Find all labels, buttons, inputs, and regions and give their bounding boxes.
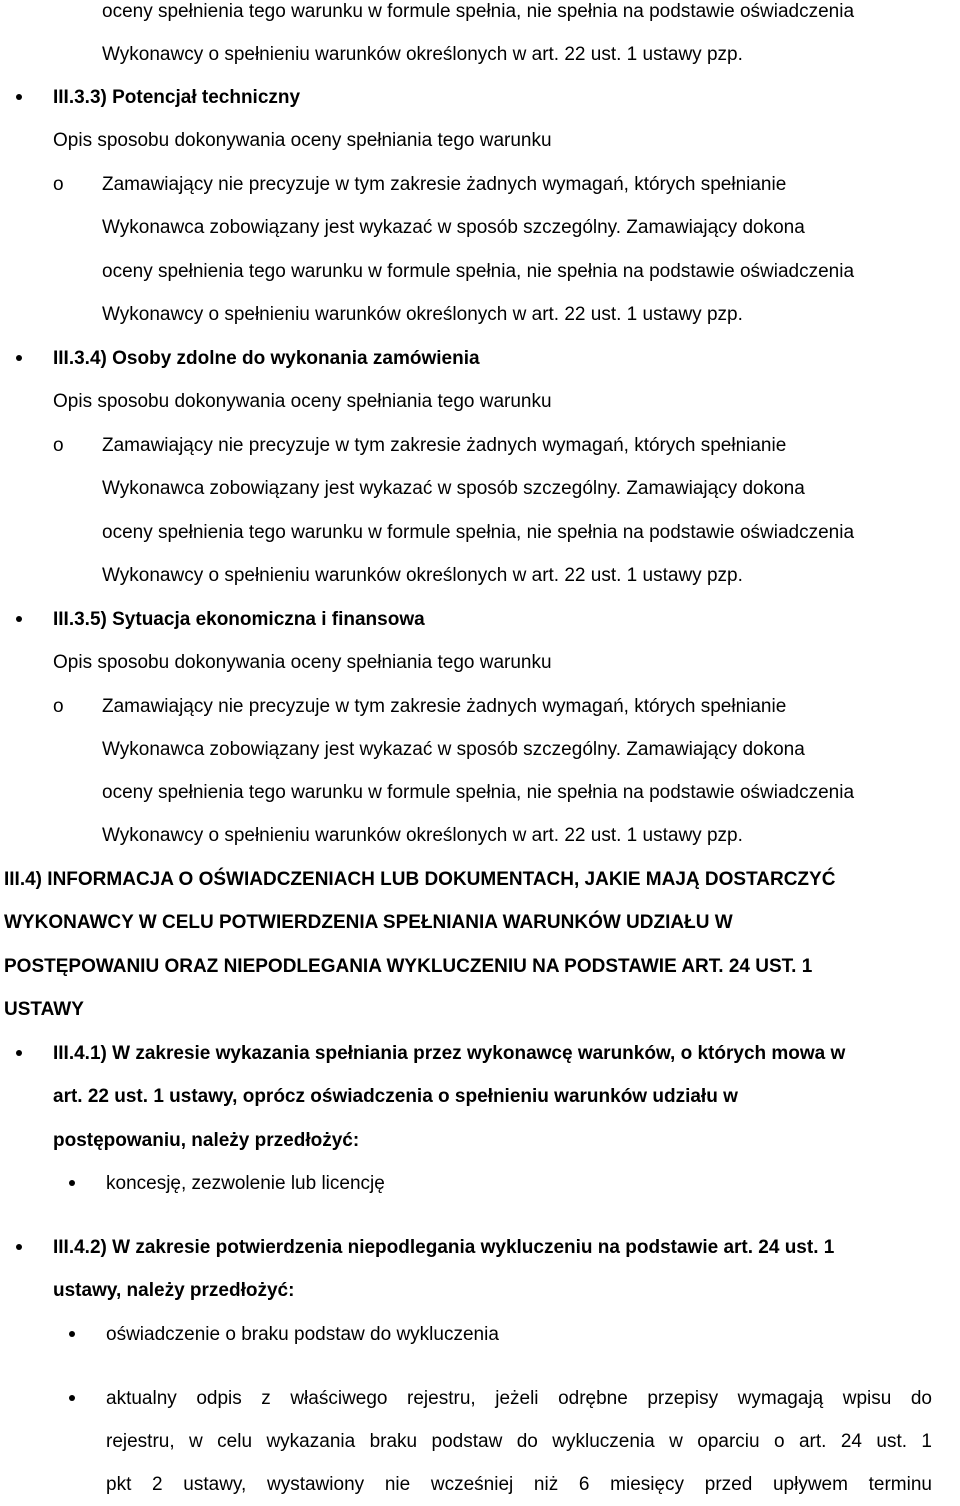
bullet-icon <box>16 94 22 100</box>
text-line: Wykonawcy o spełnieniu warunków określonych w art. 22 ust. 1 ustawy pzp. <box>102 304 743 325</box>
text-line: Zamawiający nie precyzuje w tym zakresie żadnych wymagań, których spełnianie <box>102 696 787 717</box>
text-line: Zamawiający nie precyzuje w tym zakresie żadnych wymagań, których spełnianie <box>102 435 787 456</box>
list-item: pkt 2 ustawy, wystawiony nie wcześniej niż 6 miesięcy przed upływem terminu <box>106 1474 932 1495</box>
text-line: Wykonawca zobowiązany jest wykazać w sposób szczególny. Zamawiający dokona <box>102 217 805 238</box>
subsection-heading: ustawy, należy przedłożyć: <box>53 1280 295 1301</box>
text-line: oceny spełnienia tego warunku w formule spełnia, nie spełnia na podstawie oświadczenia <box>102 1 855 22</box>
text-line: Wykonawcy o spełnieniu warunków określonych w art. 22 ust. 1 ustawy pzp. <box>102 565 743 586</box>
bullet-icon <box>69 1395 75 1401</box>
text-line: Wykonawcy o spełnieniu warunków określonych w art. 22 ust. 1 ustawy pzp. <box>102 825 743 846</box>
text-line: Wykonawca zobowiązany jest wykazać w sposób szczególny. Zamawiający dokona <box>102 739 805 760</box>
subsection-heading: III.4.1) W zakresie wykazania spełniania przez wykonawcę warunków, o których mowa w <box>53 1043 846 1064</box>
opis-label: Opis sposobu dokonywania oceny spełniania tego warunku <box>53 130 552 151</box>
bullet-icon <box>16 355 22 361</box>
text-line: Wykonawcy o spełnieniu warunków określonych w art. 22 ust. 1 ustawy pzp. <box>102 44 743 65</box>
circle-marker-icon: o <box>53 696 64 717</box>
list-item: oświadczenie o braku podstaw do wykluczenia <box>106 1324 499 1345</box>
subsection-heading: art. 22 ust. 1 ustawy, oprócz oświadczenia o spełnieniu warunków udziału w <box>53 1086 738 1107</box>
list-item: rejestru, w celu wykazania braku podstaw do wykluczenia w oparciu o art. 24 ust. 1 <box>106 1431 932 1452</box>
section-heading: WYKONAWCY W CELU POTWIERDZENIA SPEŁNIANIA WARUNKÓW UDZIAŁU W <box>4 912 733 933</box>
bullet-icon <box>69 1180 75 1186</box>
opis-label: Opis sposobu dokonywania oceny spełniania tego warunku <box>53 652 552 673</box>
bullet-icon <box>16 616 22 622</box>
text-line: Wykonawca zobowiązany jest wykazać w sposób szczególny. Zamawiający dokona <box>102 478 805 499</box>
bullet-icon <box>16 1244 22 1250</box>
section-heading: USTAWY <box>4 999 84 1020</box>
text-line: Zamawiający nie precyzuje w tym zakresie żadnych wymagań, których spełnianie <box>102 174 787 195</box>
subsection-heading: postępowaniu, należy przedłożyć: <box>53 1130 360 1151</box>
section-heading: III.3.3) Potencjał techniczny <box>53 87 301 108</box>
subsection-heading: III.4.2) W zakresie potwierdzenia niepodlegania wykluczeniu na podstawie art. 24 ust. 1 <box>53 1237 835 1258</box>
bullet-icon <box>16 1050 22 1056</box>
circle-marker-icon: o <box>53 174 64 195</box>
list-item: aktualny odpis z właściwego rejestru, jeżeli odrębne przepisy wymagają wpisu do <box>106 1388 932 1409</box>
circle-marker-icon: o <box>53 435 64 456</box>
text-line: oceny spełnienia tego warunku w formule spełnia, nie spełnia na podstawie oświadczenia <box>102 261 855 282</box>
list-item: koncesję, zezwolenie lub licencję <box>106 1173 385 1194</box>
bullet-icon <box>69 1331 75 1337</box>
section-heading: III.4) INFORMACJA O OŚWIADCZENIACH LUB DOKUMENTACH, JAKIE MAJĄ DOSTARCZYĆ <box>4 869 836 890</box>
text-line: oceny spełnienia tego warunku w formule spełnia, nie spełnia na podstawie oświadczenia <box>102 522 855 543</box>
opis-label: Opis sposobu dokonywania oceny spełniania tego warunku <box>53 391 552 412</box>
text-line: oceny spełnienia tego warunku w formule spełnia, nie spełnia na podstawie oświadczenia <box>102 782 855 803</box>
section-heading: POSTĘPOWANIU ORAZ NIEPODLEGANIA WYKLUCZENIU NA PODSTAWIE ART. 24 UST. 1 <box>4 956 813 977</box>
section-heading: III.3.4) Osoby zdolne do wykonania zamówienia <box>53 348 480 369</box>
section-heading: III.3.5) Sytuacja ekonomiczna i finansowa <box>53 609 425 630</box>
